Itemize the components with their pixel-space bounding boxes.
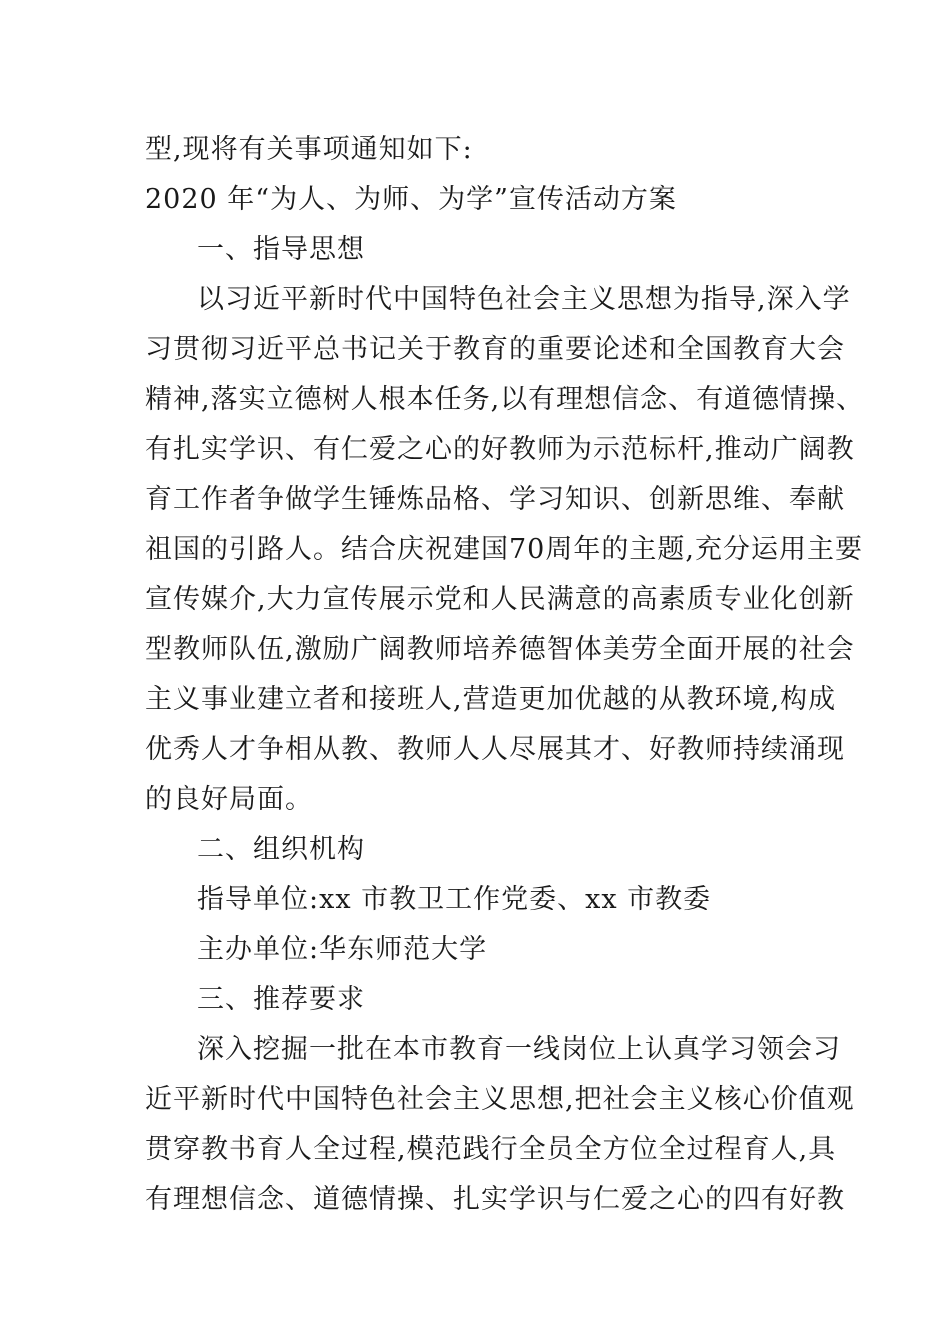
paragraph-line: 宣传媒介,大力宣传展示党和人民满意的高素质专业化创新	[145, 584, 855, 615]
section-heading: 一、指导思想	[197, 234, 365, 265]
paragraph-line: 育工作者争做学生锤炼品格、学习知识、创新思维、奉献	[145, 484, 845, 515]
paragraph-line: 主办单位:华东师范大学	[197, 934, 488, 965]
paragraph-line: 主义事业建立者和接班人,营造更加优越的从教环境,构成	[145, 684, 837, 715]
paragraph-line: 优秀人才争相从教、教师人人尽展其才、好教师持续涌现	[145, 734, 845, 765]
paragraph-line: 以习近平新时代中国特色社会主义思想为指导,深入学	[197, 284, 851, 315]
paragraph-line: 深入挖掘一批在本市教育一线岗位上认真学习领会习	[197, 1034, 841, 1065]
paragraph-line: 习贯彻习近平总书记关于教育的重要论述和全国教育大会	[145, 334, 845, 365]
paragraph-line: 有理想信念、道德情操、扎实学识与仁爱之心的四有好教	[145, 1184, 845, 1215]
section-heading: 三、推荐要求	[197, 984, 365, 1015]
paragraph-line: 的良好局面。	[145, 784, 313, 815]
paragraph-line: 精神,落实立德树人根本任务,以有理想信念、有道德情操、	[145, 384, 865, 415]
paragraph-line: 祖国的引路人。结合庆祝建国70周年的主题,充分运用主要	[145, 534, 863, 565]
section-heading: 二、组织机构	[197, 834, 365, 865]
paragraph-line: 型教师队伍,激励广阔教师培养德智体美劳全面开展的社会	[145, 634, 855, 665]
paragraph-line: 指导单位:xx 市教卫工作党委、xx 市教委	[197, 884, 712, 915]
paragraph-line: 近平新时代中国特色社会主义思想,把社会主义核心价值观	[145, 1084, 855, 1115]
document-title: 2020 年“为人、为师、为学”宣传活动方案	[145, 184, 677, 215]
paragraph-line: 贯穿教书育人全过程,模范践行全员全方位全过程育人,具	[145, 1134, 837, 1165]
paragraph-line: 有扎实学识、有仁爱之心的好教师为示范标杆,推动广阔教	[145, 434, 855, 465]
text-line: 型,现将有关事项通知如下:	[145, 134, 473, 165]
